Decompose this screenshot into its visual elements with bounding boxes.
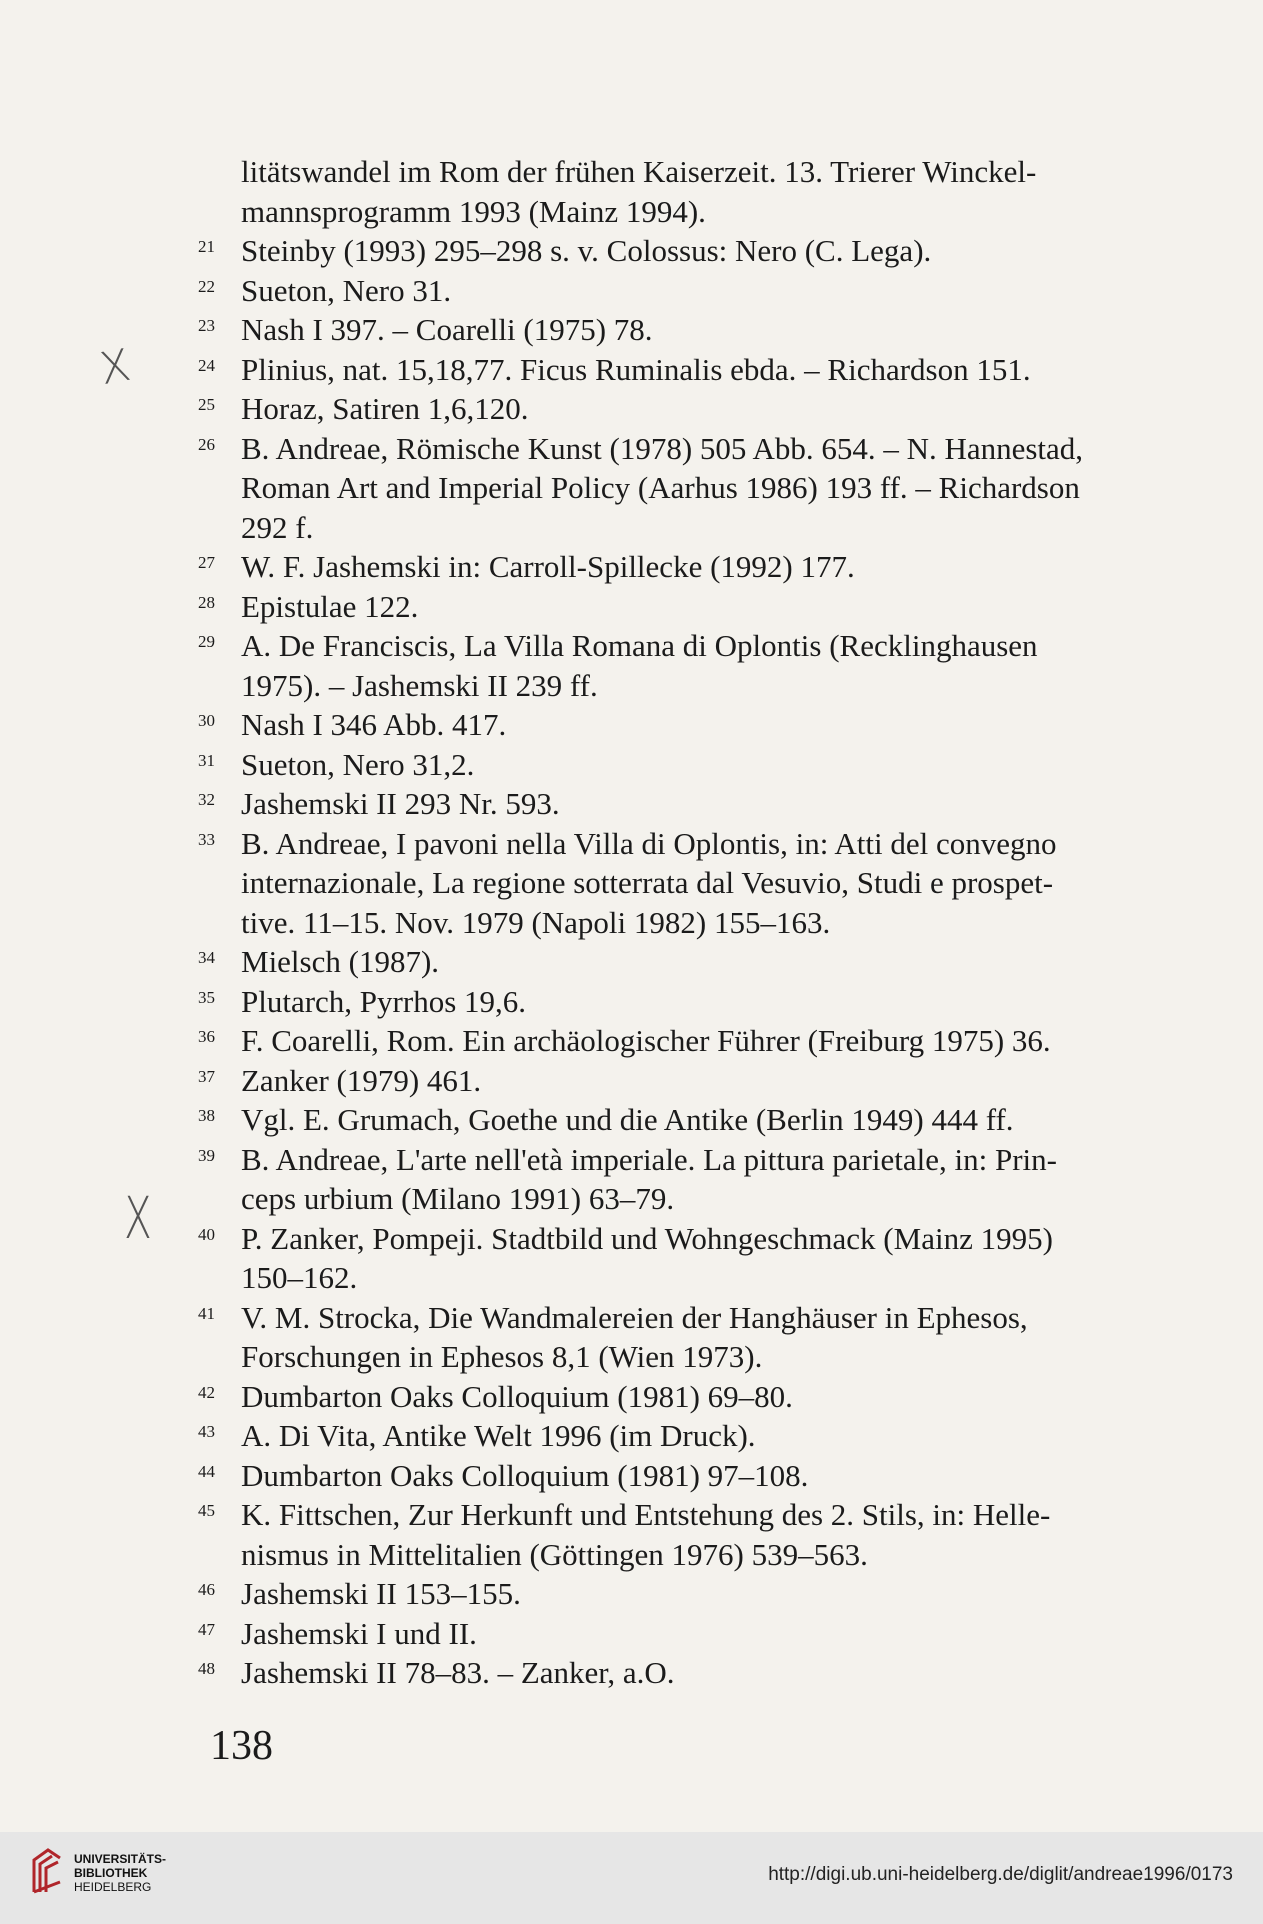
footnote-number: 45 <box>198 1501 215 1520</box>
footnote-text: nismus in Mittelitalien (Göttingen 1976) 539–563. <box>241 1536 868 1572</box>
footnote-number: 36 <box>198 1027 215 1046</box>
footnote-text: V. M. Strocka, Die Wandmalereien der Hanghäuser in Ephesos, <box>241 1299 1028 1335</box>
footnote-number: 24 <box>198 355 215 375</box>
margin-mark-x: X <box>95 339 135 396</box>
footnote-item <box>198 1140 1128 1219</box>
footnote-text: Plutarch, Pyrrhos 19,6. <box>241 983 527 1019</box>
footnote-number: 38 <box>198 1106 215 1125</box>
footnote-number: 42 <box>198 1382 215 1402</box>
footnote-text: tive. 11–15. Nov. 1979 (Napoli 1982) 155–163. <box>241 904 831 940</box>
footnote-text: K. Fittschen, Zur Herkunft und Entstehung des 2. Stils, in: Helle- <box>241 1497 1051 1532</box>
footnote-text: Jashemski II 153–155. <box>241 1576 521 1611</box>
footnote-item <box>198 824 1128 943</box>
footnote-number: 33 <box>198 829 215 849</box>
footnote-text: internazionale, La regione sotterrata dal Vesuvio, Studi e prospet- <box>241 865 1054 900</box>
footnote-item <box>198 310 1128 350</box>
notes-container <box>198 231 1128 1693</box>
footnote-item <box>198 784 1128 824</box>
note-line: litätswandel im Rom der frühen Kaiserzeit. 13. Trierer Winckel- <box>241 154 1037 189</box>
footnote-text: Horaz, Satiren 1,6,120. <box>241 391 529 426</box>
footnote-number: 32 <box>198 790 215 809</box>
margin-mark-x: X <box>123 1184 152 1252</box>
footnote-number: 28 <box>198 592 215 612</box>
footnote-number: 23 <box>198 316 215 335</box>
library-logo-icon[interactable] <box>30 1846 64 1896</box>
note-continuation <box>198 152 1128 231</box>
footnote-text: Jashemski II 293 Nr. 593. <box>241 786 560 821</box>
footnote-text: Roman Art and Imperial Policy (Aarhus 1986) 193 ff. – Richardson <box>241 470 1080 505</box>
footnote-number: 35 <box>198 987 215 1007</box>
footnote-number: 27 <box>198 553 215 572</box>
footnote-item <box>198 350 1128 390</box>
footnote-text: Dumbarton Oaks Colloquium (1981) 69–80. <box>241 1378 793 1414</box>
footnote-item <box>198 705 1128 745</box>
footnote-number: 30 <box>198 711 215 730</box>
footnote-item <box>198 1377 1128 1417</box>
logo-line: UNIVERSITÄTS- <box>74 1852 167 1866</box>
footnote-item <box>198 1416 1128 1456</box>
footnote-text: Sueton, Nero 31,2. <box>241 746 475 782</box>
footnote-item <box>198 389 1128 429</box>
footnote-item <box>198 1495 1128 1574</box>
footnote-text: ceps urbium (Milano 1991) 63–79. <box>241 1181 675 1216</box>
page-number: 138 <box>210 1723 273 1769</box>
footnote-text: 292 f. <box>241 509 314 545</box>
footnote-item <box>198 1456 1128 1496</box>
footnote-text: Sueton, Nero 31. <box>241 272 452 308</box>
footnote-text: F. Coarelli, Rom. Ein archäologischer Führer (Freiburg 1975) 36. <box>241 1023 1051 1058</box>
footnote-text: Jashemski II 78–83. – Zanker, a.O. <box>241 1655 675 1690</box>
footnote-text: B. Andreae, I pavoni nella Villa di Oplontis, in: Atti del convegno <box>241 825 1057 861</box>
footer-bar <box>0 1832 1263 1924</box>
footnote-item <box>198 1021 1128 1061</box>
footnote-item <box>198 745 1128 785</box>
logo-line: BIBLIOTHEK <box>74 1866 148 1880</box>
footnote-number: 29 <box>198 632 215 651</box>
endnotes-list <box>198 152 1128 1693</box>
footnote-number: 41 <box>198 1303 215 1323</box>
footnote-number: 39 <box>198 1145 215 1165</box>
footnote-item <box>198 271 1128 311</box>
footnote-text: Nash I 346 Abb. 417. <box>241 707 507 742</box>
footnote-text: Dumbarton Oaks Colloquium (1981) 97–108. <box>241 1457 809 1493</box>
footnote-number: 43 <box>198 1422 215 1441</box>
note-line: mannsprogramm 1993 (Mainz 1994). <box>241 193 706 229</box>
footnote-number: 25 <box>198 395 215 414</box>
footnote-text: Plinius, nat. 15,18,77. Ficus Ruminalis ebda. – Richardson 151. <box>241 351 1031 387</box>
footnote-item <box>198 1653 1128 1693</box>
footnote-text: A. De Franciscis, La Villa Romana di Oplontis (Recklinghausen <box>241 628 1038 663</box>
footnote-text: A. Di Vita, Antike Welt 1996 (im Druck). <box>241 1418 756 1453</box>
footnote-item <box>198 231 1128 271</box>
footnote-item <box>198 1100 1128 1140</box>
footnote-item <box>198 1219 1128 1298</box>
footnote-item <box>198 1061 1128 1101</box>
footnote-item <box>198 1298 1128 1377</box>
footnote-number: 46 <box>198 1580 215 1599</box>
footnote-text: Vgl. E. Grumach, Goethe und die Antike (Berlin 1949) 444 ff. <box>241 1102 1014 1137</box>
footnote-number: 26 <box>198 434 215 454</box>
footnote-number: 40 <box>198 1224 215 1244</box>
footnote-number: 48 <box>198 1659 215 1678</box>
footnote-number: 47 <box>198 1619 215 1639</box>
footnote-number: 34 <box>198 948 215 967</box>
footnote-item <box>198 429 1128 548</box>
footnote-text: Epistulae 122. <box>241 588 419 624</box>
source-url-link[interactable]: http://digi.ub.uni-heidelberg.de/diglit/andreae1996/0173 <box>768 1864 1233 1885</box>
footnote-item <box>198 1574 1128 1614</box>
footnote-number: 31 <box>198 750 215 770</box>
footnote-number: 37 <box>198 1066 215 1086</box>
footnote-text: P. Zanker, Pompeji. Stadtbild und Wohngeschmack (Mainz 1995) <box>241 1220 1053 1256</box>
footnote-item <box>198 587 1128 627</box>
footnote-text: Mielsch (1987). <box>241 944 440 979</box>
logo-line: HEIDELBERG <box>74 1880 152 1894</box>
footnote-text: 150–162. <box>241 1260 358 1295</box>
footnote-text: Steinby (1993) 295–298 s. v. Colossus: Nero (C. Lega). <box>241 233 932 268</box>
library-logo-text <box>74 1852 166 1894</box>
footnote-text: B. Andreae, Römische Kunst (1978) 505 Abb. 654. – N. Hannestad, <box>241 430 1084 466</box>
footnote-item <box>198 1614 1128 1654</box>
footnote-text: Zanker (1979) 461. <box>241 1062 482 1098</box>
footnote-item <box>198 942 1128 982</box>
footnote-number: 22 <box>198 276 215 296</box>
footnote-text: B. Andreae, L'arte nell'età imperiale. La pittura parietale, in: Prin- <box>241 1141 1057 1177</box>
footnote-text: W. F. Jashemski in: Carroll-Spillecke (1992) 177. <box>241 549 855 584</box>
footnote-item <box>198 982 1128 1022</box>
footnote-text: Forschungen in Ephesos 8,1 (Wien 1973). <box>241 1339 763 1374</box>
footnote-text: Jashemski I und II. <box>241 1615 477 1651</box>
footnote-number: 44 <box>198 1461 215 1481</box>
footnote-text: Nash I 397. – Coarelli (1975) 78. <box>241 312 653 347</box>
footnote-item <box>198 547 1128 587</box>
footnote-text: 1975). – Jashemski II 239 ff. <box>241 667 598 703</box>
footnote-item <box>198 626 1128 705</box>
footnote-number: 21 <box>198 237 215 256</box>
